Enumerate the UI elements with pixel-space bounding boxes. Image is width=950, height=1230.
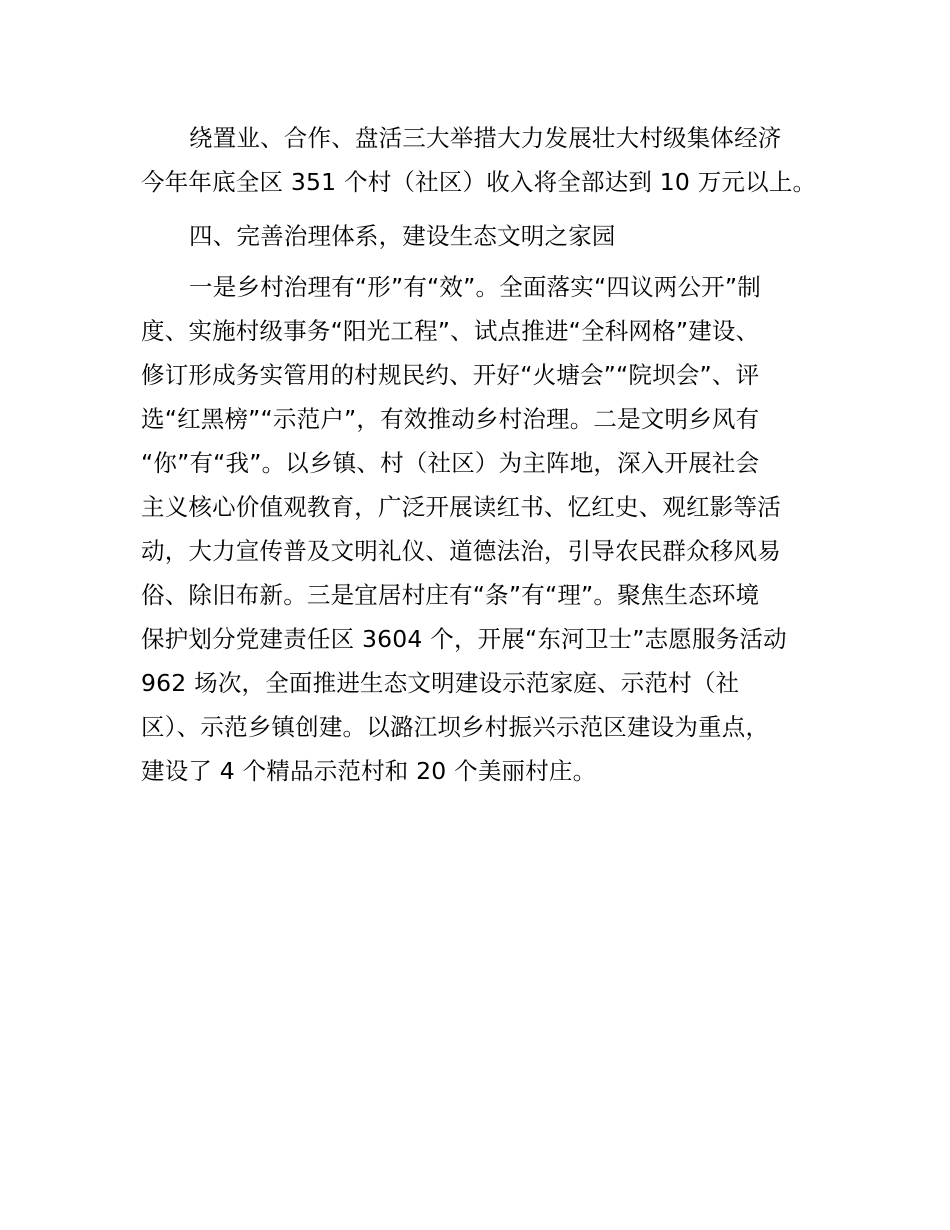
paragraph-line-12: 962 场次，全面推进生态文明建设示范家庭、示范村（社	[141, 669, 740, 697]
paragraph-line-2: 今年年底全区 351 个村（社区）收入将全部达到 10 万元以上。	[141, 168, 817, 196]
paragraph-line-9: 动，大力宣传普及文明礼仪、道德法治，引导农民群众移风易	[141, 537, 781, 565]
paragraph-line-10: 俗、除旧布新。三是宜居村庄有“条”有“理”。聚焦生态环境	[141, 581, 760, 609]
paragraph-line-13: 区）、示范乡镇创建。以潞江坝乡村振兴示范区建设为重点，	[141, 713, 770, 741]
paragraph-line-8: 主义核心价值观教育，广泛开展读红书、忆红史、观红影等活	[141, 493, 781, 521]
paragraph-line-4: 度、实施村级事务“阳光工程”、试点推进“全科网格”建设、	[141, 317, 760, 345]
paragraph-line-3: 一是乡村治理有“形”有“效”。全面落实“四议两公开”制	[189, 273, 761, 301]
paragraph-line-7: “你”有“我”。以乡镇、村（社区）为主阵地，深入开展社会	[141, 449, 760, 477]
paragraph-line-14: 建设了 4 个精品示范村和 20 个美丽村庄。	[141, 757, 597, 785]
paragraph-line-11: 保护划分党建责任区 3604 个，开展“东河卫士”志愿服务活动	[141, 625, 787, 653]
paragraph-line-1: 绕置业、合作、盘活三大举措大力发展壮大村级集体经济	[189, 124, 782, 152]
paragraph-line-6: 选“红黑榜”“示范户”，有效推动乡村治理。二是文明乡风有	[141, 405, 760, 433]
paragraph-line-5: 修订形成务实管用的村规民约、开好“火塘会”“院坝会”、评	[141, 361, 760, 389]
section-heading: 四、完善治理体系，建设生态文明之家园	[189, 222, 616, 250]
